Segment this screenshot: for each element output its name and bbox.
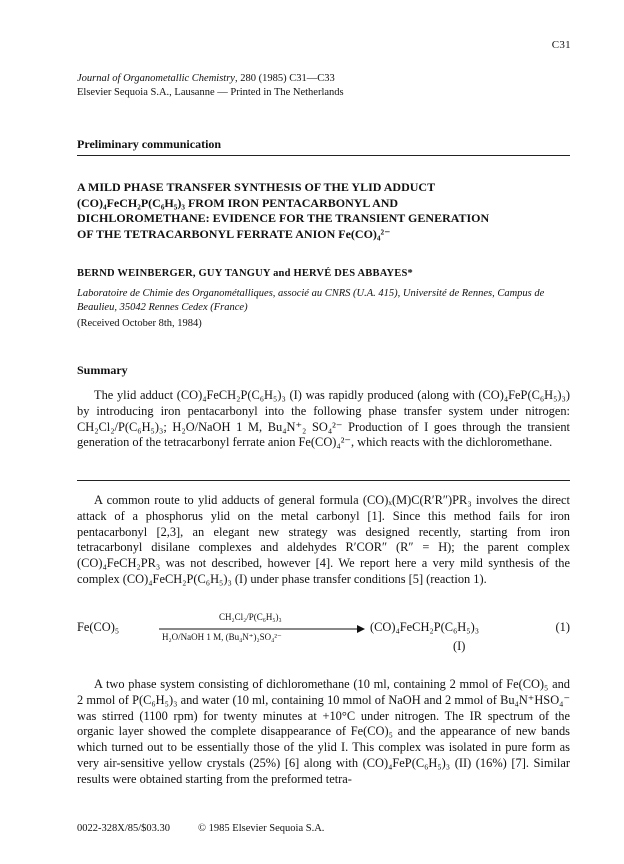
title-line: (CO)₄FeCH₂P(C₆H₅)₃ FROM IRON PENTACARBONYL AND — [77, 195, 399, 210]
section-heading: Preliminary communication — [77, 137, 222, 151]
journal-header — [77, 72, 344, 100]
reaction-equation — [77, 612, 570, 662]
journal-volume: , 280 (1985) C31—C33 — [234, 73, 335, 84]
title-line: OF THE TETRACARBONYL FERRATE ANION Fe(CO)₄²⁻ — [77, 226, 391, 241]
section-rule — [77, 155, 570, 156]
publisher-line: Elsevier Sequoia S.A., Lausanne — Printed in The Netherlands — [77, 87, 344, 98]
summary-paragraph — [77, 388, 570, 451]
summary-text: The ylid adduct (CO)₄FeCH₂P(C₆H₅)₃ (I) was rapidly produced (along with (CO)₄FeP(C₆H₅)₃) by introducing iron pentacarbonyl into the following phase transfer system under nitrogen: CH₂Cl₂/P(C₆H₅)₃; H₂O/NaOH 1 M, Bu₄N⁺₂ SO₄²⁻ Production of I goes through the transient generation of the tetracarbonyl ferrate anion Fe(CO)₄²⁻, which reacts with the dichloromethane. — [77, 388, 570, 450]
body-paragraph-1 — [77, 493, 570, 588]
page-number: C31 — [551, 39, 571, 51]
journal-name: Journal of Organometallic Chemistry — [77, 73, 235, 84]
title-line: A MILD PHASE TRANSFER SYNTHESIS OF THE YLID ADDUCT — [77, 180, 436, 194]
footer-copyright: © 1985 Elsevier Sequoia S.A. — [198, 823, 325, 834]
authors: BERND WEINBERGER, GUY TANGUY and HERVÉ DES ABBAYES* — [77, 268, 413, 279]
reactant: Fe(CO)₅ — [77, 620, 120, 634]
footer-code: 0022-328X/85/$03.30 — [77, 823, 171, 834]
reagent-below-arrow: H₂O/NaOH 1 M, (Bu₄N⁺)₂SO₄²⁻ — [162, 632, 282, 642]
article-title — [77, 180, 557, 242]
footer — [77, 823, 324, 834]
affiliation: Laboratoire de Chimie des Organométalliques, associé au CNRS (U.A. 415), Université de Rennes, Campus de Beaulieu, 35042 Rennes Cedex (France) — [77, 288, 545, 313]
equation-number: (1) — [555, 620, 570, 634]
product-label: (I) — [453, 639, 466, 653]
body-text-2: A two phase system consisting of dichloromethane (10 ml, containing 2 mmol of Fe(CO)₅ and 2 mmol of P(C₆H₅)₃ and water (10 ml, containing 10 mmol of NaOH and 2 mmol of Bu₄N⁺HSO₄⁻ was stirred (1100 rpm) for twenty minutes at +10°C under nitrogen. The IR spectrum of the organic layer showed the complete disappearance of Fe(CO)₅ and the appearance of new bands which turned out to be essentially those of the ylid I. This complex was isolated in pure form as very air-sensitive yellow crystals (25%) [6] along with (CO)₄FeP(C₆H₅)₃ (II) (16%) [7]. Similar results were obtained starting from the preformed tetra- — [77, 677, 570, 786]
received-date: (Received October 8th, 1984) — [77, 318, 202, 329]
summary-heading: Summary — [77, 363, 128, 377]
body-text-1: A common route to ylid adducts of general formula (CO)ₓ(M)C(R′R″)PR₃ involves the direct attack of a phosphorus ylid on the metal carbonyl [1]. Since this method fails for iron pentacarbonyl [2,3], an elegant new strategy was designed recently, starting from iron tetracarbonyl disilane complexes and aldehydes R′COR″ (R″ = H); the parent complex (CO)₄FeCH₂PR₃ was not described, however [4]. We report here a very mild synthesis of the complex (CO)₄FeCH₂P(C₆H₅)₃ (I) under phase transfer conditions [5] (reaction 1). — [77, 493, 570, 586]
product: (CO)₄FeCH₂P(C₆H₅)₃ — [370, 620, 480, 634]
journal-citation — [77, 72, 344, 86]
summary-rule — [77, 480, 570, 481]
title-line: DICHLOROMETHANE: EVIDENCE FOR THE TRANSIENT GENERATION — [77, 211, 490, 225]
reagent-above-arrow: CH₂Cl₂/P(C₆H₅)₃ — [219, 612, 282, 622]
body-paragraph-2 — [77, 677, 570, 788]
